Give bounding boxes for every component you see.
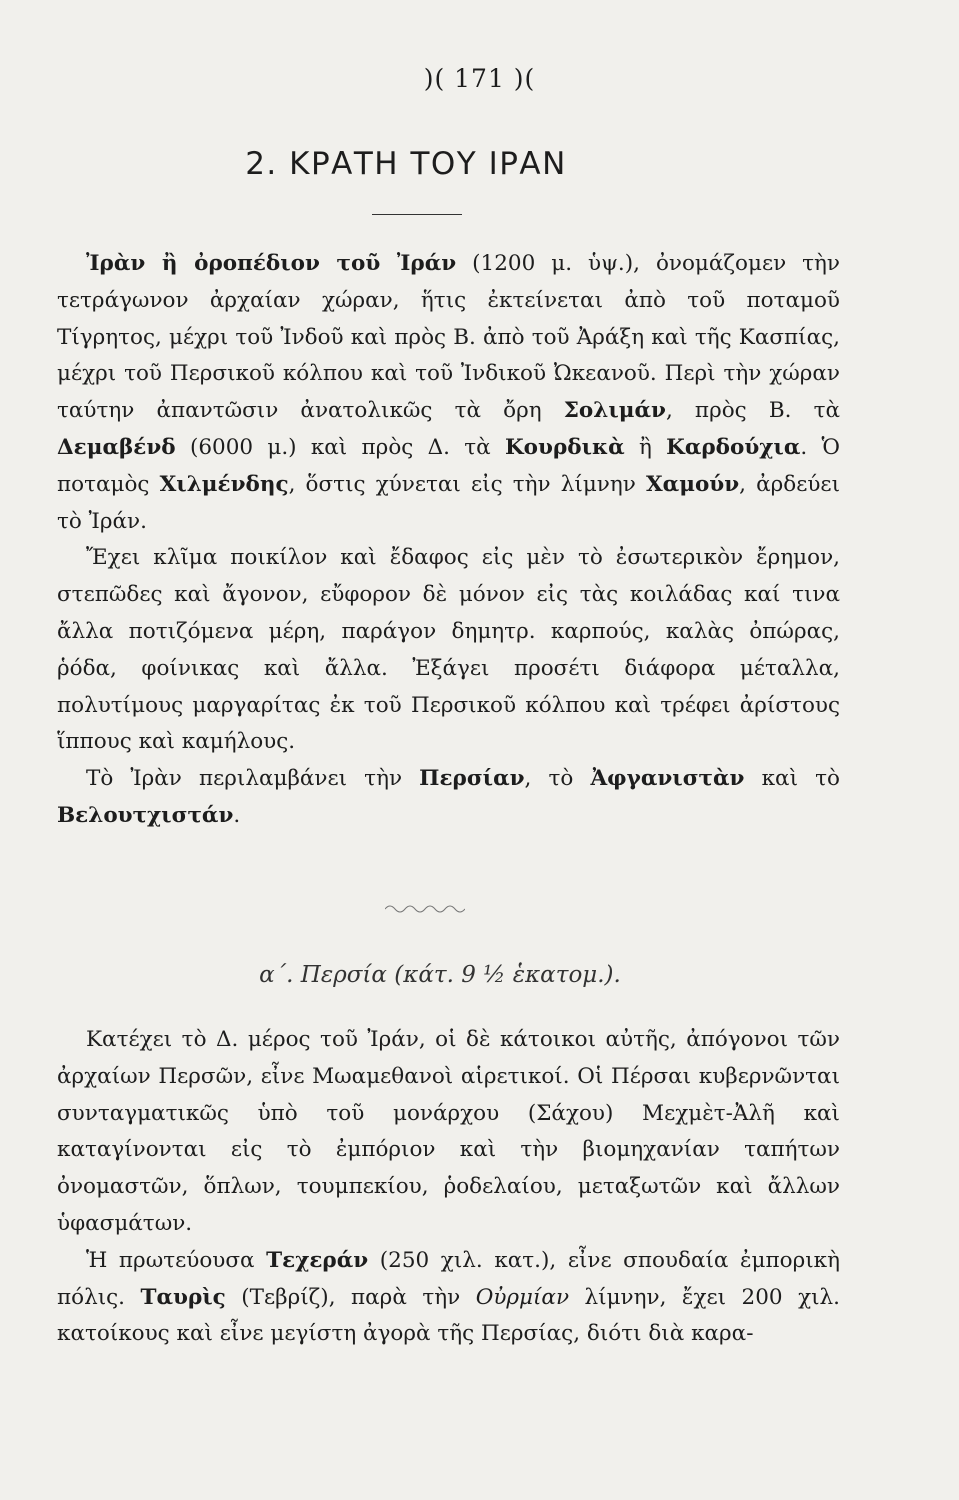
- text-run: καὶ τὸ: [744, 766, 840, 792]
- title-rule-divider: [372, 214, 462, 215]
- bold-term: Ταυρὶς: [140, 1284, 226, 1310]
- page-number: )( 171 )(: [423, 64, 536, 93]
- italic-term: Οὐρμίαν: [475, 1284, 570, 1310]
- text-run: (6000 μ.) καὶ πρὸς Δ. τὰ: [175, 434, 505, 460]
- text-run: Τὸ Ἰρὰν περιλαμβάνει τὴν: [86, 766, 420, 792]
- bold-term: Χιλμένδης: [159, 471, 289, 497]
- text-run: , ἀρδεύει τὸ Ἰράν.: [57, 471, 840, 534]
- paragraph-persia-people: [57, 1022, 840, 1243]
- bold-term: Περσίαν: [419, 766, 525, 792]
- text-run: Ἔχει κλῖμα ποικίλον καὶ ἔδαφος εἰς μὲν τὸ ἐσωτερικὸν ἔρημον, στεπῶδες καὶ ἄγονον, εὔφορον δὲ μόνον εἰς τὰς κοιλάδας καί τινα ἄλλα ποτιζόμενα μέρη, παράγον δημητρ. καρπούς, καλὰς ὀπώρας, ῥόδα, φοίνικας καὶ ἄλλα. Ἐξάγει προσέτι διάφορα μέταλλα, πολυτίμους μαργαρίτας ἐκ τοῦ Περσικοῦ κόλπου καὶ τρέφει ἀρίστους ἵππους καὶ καμήλους.: [57, 545, 840, 755]
- bold-term: Βελουτχιστάν: [57, 802, 234, 828]
- paragraph-climate-products: [57, 540, 840, 761]
- paragraph-persia-cities: [57, 1243, 840, 1353]
- text-run: , ὅστις χύνεται εἰς τὴν λίμνην: [288, 471, 646, 497]
- bold-term: Ἀφγανιστὰν: [590, 766, 745, 792]
- bold-term: Σολιμάν: [563, 398, 666, 424]
- bold-term: Δεμαβένδ: [57, 434, 176, 460]
- text-run: ἢ: [624, 434, 667, 460]
- text-run: Ἡ πρωτεύουσα: [86, 1247, 267, 1273]
- section-title-persia: α΄. Περσία (κάτ. 9 ½ ἑκατομ.).: [259, 962, 621, 988]
- text-run: λίμνην, ἔχει 200 χιλ. κατοίκους καὶ εἶνε μεγίστη ἀγορὰ τῆς Περσίας, διότι διὰ καρα-: [57, 1284, 841, 1347]
- text-run: (Τεβρίζ), παρὰ τὴν: [225, 1284, 476, 1310]
- persia-section: [57, 1022, 840, 1353]
- bold-term: Κουρδικὰ: [505, 434, 625, 460]
- wavy-section-divider: [385, 902, 465, 916]
- text-run: Κατέχει τὸ Δ. μέρος τοῦ Ἰράν, οἱ δὲ κάτοικοι αὐτῆς, ἀπόγονοι τῶν ἀρχαίων Περσῶν, εἶνε Μωαμεθανοὶ αἱρετικοί. Οἱ Πέρσαι κυβερνῶνται συνταγματικῶς ὑπὸ τοῦ μονάρχου (Σάχου) Μεχμὲτ-Ἀλῆ καὶ καταγίνονται εἰς τὸ ἐμπόριον καὶ τὴν βιομηχανίαν ταπήτων ὀνομαστῶν, ὅπλων, τουμπεκίου, ῥοδελαίου, μεταξωτῶν καὶ ἄλλων ὑφασμάτων.: [57, 1027, 840, 1236]
- text-run: , τὸ: [524, 766, 591, 792]
- text-run: (250 χιλ. κατ.), εἶνε σπουδαία ἐμπορικὴ πόλις.: [57, 1247, 840, 1310]
- bold-term: Ἰρὰν ἢ ὀροπέδιον τοῦ Ἰράν: [86, 251, 457, 276]
- text-run: , πρὸς Β. τὰ: [665, 398, 841, 424]
- text-run: .: [233, 802, 241, 828]
- text-run: . Ὁ ποταμὸς: [57, 434, 840, 497]
- text-run: (1200 μ. ὑψ.), ὀνομάζομεν τὴν τετράγωνον ἀρχαίαν χώραν, ἥτις ἐκτείνεται ἀπὸ τοῦ ποταμοῦ Τίγρητος, μέχρι τοῦ Ἰνδοῦ καὶ πρὸς Β. ἀπὸ τοῦ Ἀράξη καὶ τῆς Κασπίας, μέχρι τοῦ Περσικοῦ κόλπου καὶ τοῦ Ἰνδικοῦ Ὠκεανοῦ. Περὶ τὴν χώραν ταύτην ἀπαντῶσιν ἀνατολικῶς τὰ ὄρη: [57, 251, 840, 424]
- chapter-title: 2. ΚΡΑΤΗ ΤΟΥ ΙΡΑΝ: [245, 146, 567, 182]
- paragraph-iran-divisions: [57, 761, 840, 835]
- intro-section: [57, 246, 840, 835]
- paragraph-iran-overview: [57, 246, 840, 540]
- bold-term: Τεχεράν: [266, 1247, 369, 1273]
- bold-term: Χαμούν: [645, 471, 740, 497]
- bold-term: Καρδούχια: [666, 434, 801, 460]
